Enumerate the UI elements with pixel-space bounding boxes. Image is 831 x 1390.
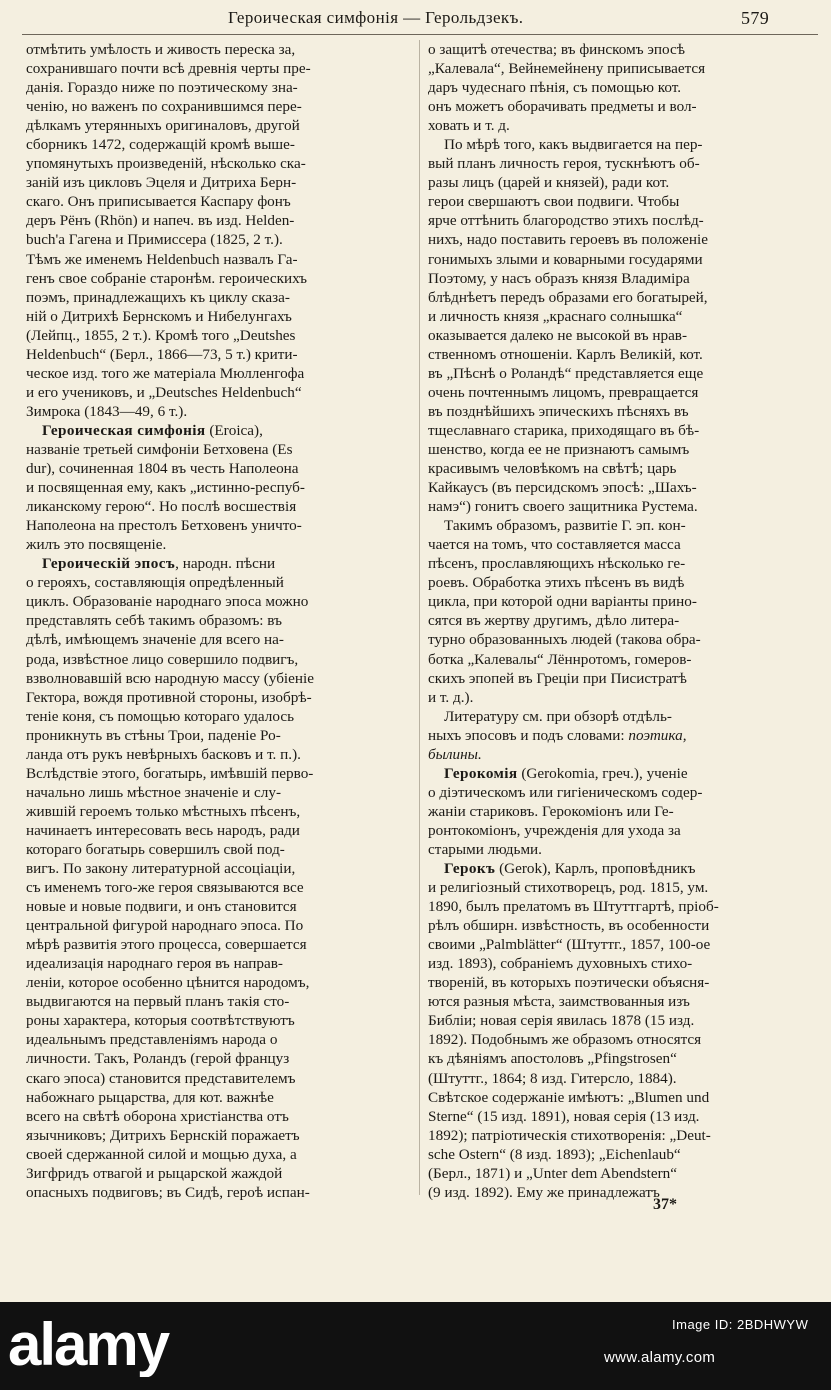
- text-run: язычниковъ; Дитрихъ Бернскій поражаетъ: [26, 1126, 300, 1144]
- text-run: ботка „Калевалы“ Лённротомъ, гомеров-: [428, 650, 692, 668]
- text-line: [428, 250, 818, 269]
- headword: Героическая симфонія: [42, 421, 206, 439]
- text-line: [26, 535, 410, 554]
- text-line: [428, 1164, 818, 1183]
- text-line: [26, 516, 410, 535]
- text-run: очень почтеннымъ лицомъ, превращается: [428, 383, 699, 401]
- text-run: ярче оттѣнить благородство этихъ послѣд-: [428, 212, 704, 230]
- text-line: [26, 59, 410, 78]
- text-line: [428, 992, 818, 1011]
- text-line: [26, 459, 410, 478]
- text-run: тщеславнаго старика, приходящаго въ бѣ-: [428, 421, 700, 439]
- text-run: леніи, которое особенно цѣнится народомъ,: [26, 974, 310, 992]
- text-line: [26, 573, 410, 592]
- text-line: [26, 1030, 410, 1049]
- text-line: [428, 878, 818, 897]
- text-run: ронтокоміонъ, учрежденія для ухода за: [428, 821, 681, 839]
- text-line: [26, 288, 410, 307]
- text-line: [26, 421, 410, 440]
- text-run: своей сдержанной силой и мощью духа, а: [26, 1145, 297, 1163]
- text-line: [26, 478, 410, 497]
- text-line: [26, 97, 410, 116]
- text-run: рѣлъ обширн. извѣстность, въ особенности: [428, 917, 710, 935]
- text-line: [428, 1049, 818, 1068]
- text-line: [428, 1088, 818, 1107]
- text-run: и т. д.).: [428, 688, 474, 706]
- text-line: [26, 1069, 410, 1088]
- text-run: (9 изд. 1892). Ему же принадлежатъ: [428, 1183, 660, 1200]
- text-line: [26, 707, 410, 726]
- text-run: sche Ostern“ (8 изд. 1893); „Eichenlaub“: [428, 1145, 681, 1163]
- text-run: шенство, когда ее не признаютъ самымъ: [428, 440, 690, 458]
- text-line: [26, 783, 410, 802]
- text-run: дѣлѣ, имѣющемъ значеніе для всего на-: [26, 631, 284, 649]
- text-line: [428, 783, 818, 802]
- text-run: начинаетъ интересовать весь народъ, ради: [26, 821, 300, 839]
- text-line: [26, 878, 410, 897]
- text-run: новые и новые подвиги, и онъ становится: [26, 898, 297, 916]
- text-run: , народн. пѣсни: [175, 555, 276, 573]
- text-run: о діэтическомъ или гигіеническомъ содер-: [428, 783, 703, 801]
- text-line: [428, 897, 818, 916]
- text-line: [428, 269, 818, 288]
- text-line: [26, 669, 410, 688]
- text-line: [26, 1107, 410, 1126]
- text-run: и посвященная ему, какъ „истинно-респуб-: [26, 479, 305, 497]
- text-line: [26, 40, 410, 59]
- text-line: [26, 173, 410, 192]
- text-line: [26, 230, 410, 249]
- text-run: своими „Palmblätter“ (Штуттг., 1857, 100-ое: [428, 936, 711, 954]
- text-run: сборникъ 1472, содержащій кромѣ выше-: [26, 136, 295, 154]
- text-run: Гектора, вождя противной стороны, изобрѣ-: [26, 688, 312, 706]
- text-line: [428, 383, 818, 402]
- text-line: [428, 230, 818, 249]
- text-run: гонимыхъ злыми и коварными государями: [428, 250, 703, 268]
- watermark-image-id: Image ID: 2BDHWYW: [672, 1317, 809, 1332]
- text-run: Наполеона на престолъ Бетховенъ уничто-: [26, 517, 302, 535]
- text-run: скаго эпоса) становится представителемъ: [26, 1069, 296, 1087]
- text-run: ются разныя мѣста, заимствованныя изъ: [428, 993, 690, 1011]
- left-column: [26, 40, 410, 1200]
- text-line: [428, 1069, 818, 1088]
- italic-term: былины.: [428, 745, 482, 763]
- text-run: упомянутыхъ произведеній, нѣсколько ска-: [26, 155, 306, 173]
- text-line: [428, 764, 818, 783]
- text-line: [26, 954, 410, 973]
- text-run: изд. 1893), собраніемъ духовныхъ стихо-: [428, 955, 693, 973]
- text-run: роевъ. Обработка этихъ пѣсенъ въ видѣ: [428, 574, 685, 592]
- text-run: „Калевала“, Вейнемейнену приписывается: [428, 60, 706, 78]
- text-line: [428, 364, 818, 383]
- text-run: buch'a Гагена и Примиссера (1825, 2 т.).: [26, 231, 283, 249]
- text-line: [428, 840, 818, 859]
- text-line: [428, 59, 818, 78]
- text-line: [26, 992, 410, 1011]
- text-run: о герояхъ, составляющія опредѣленный: [26, 574, 284, 592]
- text-run: вигъ. По закону литературной ассоціаціи,: [26, 860, 296, 878]
- text-line: [26, 1049, 410, 1068]
- text-run: (Штуттг., 1864; 8 изд. Гитерсло, 1884).: [428, 1069, 677, 1087]
- text-line: [26, 116, 410, 135]
- text-line: [428, 1011, 818, 1030]
- text-run: ликанскому герою“. Но послѣ восшествія: [26, 498, 297, 516]
- text-run: По мѣрѣ того, какъ выдвигается на пер-: [444, 136, 703, 154]
- text-run: старыми людьми.: [428, 840, 542, 858]
- running-title: Героическая симфонія — Герольдзекъ.: [228, 8, 524, 27]
- text-line: [428, 211, 818, 230]
- text-run: Sterne“ (15 изд. 1891), новая серія (13 изд.: [428, 1107, 700, 1125]
- text-line: [428, 421, 818, 440]
- text-line: [26, 1088, 410, 1107]
- text-line: [428, 802, 818, 821]
- headword: Героическій эпосъ: [42, 555, 176, 573]
- text-line: [26, 269, 410, 288]
- text-line: [428, 726, 818, 745]
- text-run: Свѣтское содержаніе имѣютъ: „Blumen und: [428, 1088, 710, 1106]
- text-line: [428, 745, 818, 764]
- text-run: онъ можетъ оборачивать предметы и вол-: [428, 98, 697, 116]
- text-run: опасныхъ подвиговъ; въ Сидѣ, героѣ испан-: [26, 1183, 310, 1200]
- text-line: [428, 916, 818, 935]
- column-divider: [419, 40, 420, 1195]
- text-line: [26, 840, 410, 859]
- text-line: [26, 1145, 410, 1164]
- page-header: [0, 6, 831, 32]
- text-run: Поэтому, у насъ образъ князя Владиміра: [428, 269, 690, 287]
- text-run: названіе третьей симфоніи Бетховена (Es: [26, 440, 293, 458]
- text-line: [26, 250, 410, 269]
- text-line: [428, 859, 818, 878]
- text-run: циклъ. Образованіе народнаго эпоса можно: [26, 593, 309, 611]
- text-run: ланда отъ рукъ невѣрныхъ басковъ и т. п.).: [26, 745, 301, 763]
- text-line: [428, 935, 818, 954]
- text-line: [26, 402, 410, 421]
- text-run: разы лицъ (царей и князей), ради кот.: [428, 174, 670, 192]
- headword: Герокъ: [444, 860, 496, 878]
- alamy-logo: [0, 1313, 420, 1377]
- text-run: поэмъ, принадлежащихъ къ циклу сказа-: [26, 288, 290, 306]
- text-line: [26, 440, 410, 459]
- text-line: [26, 745, 410, 764]
- text-line: [428, 554, 818, 573]
- text-line: [428, 78, 818, 97]
- text-run: идеализація народнаго героя въ направ-: [26, 955, 283, 973]
- text-run: жившій героемъ только мѣстныхъ пѣсенъ,: [26, 802, 301, 820]
- watermark-url: www.alamy.com: [604, 1349, 716, 1366]
- text-line: [428, 611, 818, 630]
- text-run: теніе коня, съ помощью котораго удалось: [26, 707, 295, 725]
- text-line: [428, 535, 818, 554]
- text-run: жаніи стариковъ. Герокоміонъ или Ге-: [428, 802, 674, 820]
- text-line: [26, 935, 410, 954]
- text-line: [26, 821, 410, 840]
- text-line: [428, 573, 818, 592]
- text-line: [428, 592, 818, 611]
- text-run: герои свершаютъ свои подвиги. Чтобы: [428, 193, 680, 211]
- header-rule: [22, 34, 818, 35]
- text-run: твореній, въ которыхъ поэтически объясня-: [428, 974, 710, 992]
- text-line: [26, 802, 410, 821]
- text-line: [428, 688, 818, 707]
- text-line: [26, 611, 410, 630]
- text-run: Тѣмъ же именемъ Heldenbuch назвалъ Га-: [26, 250, 298, 268]
- text-run: (Берл., 1871) и „Unter dem Abendstern“: [428, 1164, 678, 1182]
- text-line: [428, 1030, 818, 1049]
- text-line: [428, 402, 818, 421]
- text-run: съ именемъ того-же героя связываются все: [26, 879, 304, 897]
- text-run: ческое изд. того же матеріала Мюлленгофа: [26, 364, 305, 382]
- text-run: 1892). Подобнымъ же образомъ относятся: [428, 1031, 702, 1049]
- text-line: [26, 307, 410, 326]
- text-run: въ позднѣйшихъ эпическихъ пѣсняхъ въ: [428, 402, 689, 420]
- text-run: блѣднѣетъ передъ образами его богатырей,: [428, 288, 708, 306]
- text-run: скаго. Онъ приписывается Каспару фонъ: [26, 193, 291, 211]
- text-run: набожнаго рыцарства, для кот. важнѣе: [26, 1088, 274, 1106]
- italic-term: поэтика,: [628, 726, 687, 744]
- text-run: о защитѣ отечества; въ финскомъ эпосѣ: [428, 41, 685, 58]
- text-run: цикла, при которой одни варіанты прино-: [428, 593, 697, 611]
- text-line: [428, 650, 818, 669]
- text-run: ныхъ эпосовъ и подъ словами:: [428, 726, 629, 744]
- text-line: [26, 1164, 410, 1183]
- text-run: Вслѣдствіе этого, богатырь, имѣвшій перво-: [26, 764, 314, 782]
- text-line: [428, 288, 818, 307]
- text-line: [26, 135, 410, 154]
- text-run: ховать и т. д.: [428, 117, 510, 135]
- text-run: ственномъ отношеніи. Карлъ Великій, кот.: [428, 345, 703, 363]
- text-run: деръ Рёнъ (Rhön) и напеч. въ изд. Helden-: [26, 212, 295, 230]
- text-run: нихъ, надо поставить героевъ въ положеніе: [428, 231, 708, 249]
- signature-mark: 37*: [653, 1196, 677, 1213]
- text-run: 1890, былъ прелатомъ въ Штуттгартѣ, пріоб-: [428, 898, 719, 916]
- text-line: [428, 326, 818, 345]
- text-line: [428, 135, 818, 154]
- text-run: и его учениковъ, и „Deutsches Heldenbuch“: [26, 383, 302, 401]
- text-line: [26, 973, 410, 992]
- text-line: [26, 345, 410, 364]
- text-line: [26, 1126, 410, 1145]
- page-number: 579: [741, 8, 770, 28]
- text-run: идеальнымъ представленіямъ народа о: [26, 1031, 278, 1049]
- text-run: красивымъ человѣкомъ на свѣтѣ; царь: [428, 460, 677, 478]
- text-line: [428, 307, 818, 326]
- text-line: [26, 364, 410, 383]
- headword: Герокомія: [444, 764, 518, 782]
- text-run: (Eroica),: [205, 421, 263, 439]
- text-line: [428, 478, 818, 497]
- text-run: (Gerokomia, греч.), ученіе: [517, 764, 688, 782]
- text-line: [26, 1183, 410, 1200]
- text-line: [428, 821, 818, 840]
- text-line: [428, 497, 818, 516]
- svg-text:alamy: alamy: [8, 1313, 169, 1377]
- text-line: [428, 440, 818, 459]
- text-run: чается на томъ, что составляется масса: [428, 536, 681, 554]
- text-line: [428, 40, 818, 59]
- text-line: [26, 630, 410, 649]
- text-line: [428, 1126, 818, 1145]
- text-run: скихъ эпопей въ Греціи при Писистратѣ: [428, 669, 687, 687]
- text-run: Зимрока (1843—49, 6 т.).: [26, 402, 188, 420]
- text-run: сятся въ жертву другимъ, дѣло литера-: [428, 612, 680, 630]
- text-run: отмѣтить умѣлость и живость переска за,: [26, 41, 296, 58]
- text-run: (Gerok), Карлъ, проповѣдникъ: [495, 860, 696, 878]
- text-line: [26, 859, 410, 878]
- text-line: [428, 516, 818, 535]
- text-run: (Лейпц., 1855, 2 т.). Кромѣ того „Deutshes: [26, 326, 296, 344]
- text-run: dur), сочиненная 1804 въ честь Наполеона: [26, 460, 299, 478]
- text-line: [428, 1107, 818, 1126]
- text-run: 1892); патріотическія стихотворенія: „Deut-: [428, 1126, 711, 1144]
- text-run: даръ чудеснаго пѣнія, съ помощью кот.: [428, 79, 682, 97]
- text-line: [428, 192, 818, 211]
- text-line: [26, 916, 410, 935]
- text-line: [26, 650, 410, 669]
- text-line: [428, 97, 818, 116]
- text-run: Такимъ образомъ, развитіе Г. эп. кон-: [444, 517, 686, 535]
- text-line: [26, 326, 410, 345]
- text-run: намэ“) гонитъ своего защитника Рустема.: [428, 498, 698, 516]
- text-run: Библіи; новая серія явилась 1878 (15 изд.: [428, 1012, 695, 1030]
- text-run: сохранившаго почти всѣ древнія черты пре-: [26, 60, 311, 78]
- text-run: выдвигаются на первый планъ такія сто-: [26, 993, 290, 1011]
- text-run: ченію, но важенъ по сохранившимся пере-: [26, 98, 302, 116]
- text-run: къ дѣяніямъ апостоловъ „Pfingstrosen“: [428, 1050, 677, 1068]
- text-line: [26, 78, 410, 97]
- text-line: [428, 707, 818, 726]
- text-run: рода, извѣстное лицо совершило подвигъ,: [26, 650, 299, 668]
- text-line: [26, 154, 410, 173]
- text-run: Зигфридъ отвагой и рыцарской жаждой: [26, 1164, 283, 1182]
- text-line: [26, 497, 410, 516]
- text-run: и религіозный стихотворецъ, род. 1815, ум.: [428, 879, 709, 897]
- right-column: [428, 40, 818, 1200]
- text-run: данія. Гораздо ниже по поэтическому зна-: [26, 79, 298, 97]
- text-line: [428, 973, 818, 992]
- text-line: [26, 688, 410, 707]
- text-line: [26, 554, 410, 573]
- text-line: [428, 954, 818, 973]
- text-run: Литературу см. при обзорѣ отдѣль-: [444, 707, 672, 725]
- text-run: ній о Дитрихѣ Бернскомъ и Нибелунгахъ: [26, 307, 292, 325]
- text-line: [428, 345, 818, 364]
- text-line: [26, 383, 410, 402]
- text-run: жилъ это посвященіе.: [26, 536, 167, 554]
- text-run: взволновавшій всю народную массу (убіеніе: [26, 669, 314, 687]
- text-run: заній изъ цикловъ Эцеля и Дитриха Берн-: [26, 174, 297, 192]
- text-run: Heldenbuch“ (Берл., 1866—73, 5 т.) крити-: [26, 345, 298, 363]
- text-run: мѣрѣ развитія этого процесса, совершается: [26, 936, 307, 954]
- text-run: въ „Пѣснѣ о Роландѣ“ представляется еще: [428, 364, 704, 382]
- text-run: генъ свое собраніе старонѣм. героическихъ: [26, 269, 307, 287]
- text-line: [26, 192, 410, 211]
- text-line: [428, 630, 818, 649]
- text-run: дѣлкамъ утерянныхъ оригиналовъ, другой: [26, 117, 300, 135]
- text-line: [428, 669, 818, 688]
- text-line: [26, 1011, 410, 1030]
- text-run: турно образованныхъ людей (такова обра-: [428, 631, 701, 649]
- text-line: [428, 459, 818, 478]
- text-run: всего на свѣтѣ оборона христіанства отъ: [26, 1107, 289, 1125]
- text-run: роны характера, которыя соотвѣтствуютъ: [26, 1012, 295, 1030]
- text-line: [428, 1145, 818, 1164]
- text-run: пѣсенъ, прославляющихъ нѣсколько ге-: [428, 555, 686, 573]
- text-run: оказывается далеко не высокой въ нрав-: [428, 326, 688, 344]
- text-line: [428, 116, 818, 135]
- text-run: начально лишь мѣстное значеніе и слу-: [26, 783, 282, 801]
- text-line: [26, 764, 410, 783]
- text-run: проникнуть въ стѣны Трои, паденіе Ро-: [26, 726, 281, 744]
- text-line: [428, 1183, 818, 1200]
- text-line: [26, 897, 410, 916]
- text-line: [26, 726, 410, 745]
- text-line: [26, 211, 410, 230]
- text-line: [428, 154, 818, 173]
- text-run: Кайкаусъ (въ персидскомъ эпосѣ: „Шахъ-: [428, 479, 697, 497]
- text-run: личности. Такъ, Роландъ (герой француз: [26, 1050, 290, 1068]
- text-run: вый планъ личность героя, тускнѣютъ об-: [428, 155, 700, 173]
- text-line: [26, 592, 410, 611]
- text-run: и личность князя „краснаго солнышка“: [428, 307, 683, 325]
- text-run: котораго богатырь совершилъ свой под-: [26, 840, 285, 858]
- text-run: центральной фигурой народнаго эпоса. По: [26, 917, 304, 935]
- text-line: [428, 173, 818, 192]
- text-run: представлять себѣ такимъ образомъ: въ: [26, 612, 282, 630]
